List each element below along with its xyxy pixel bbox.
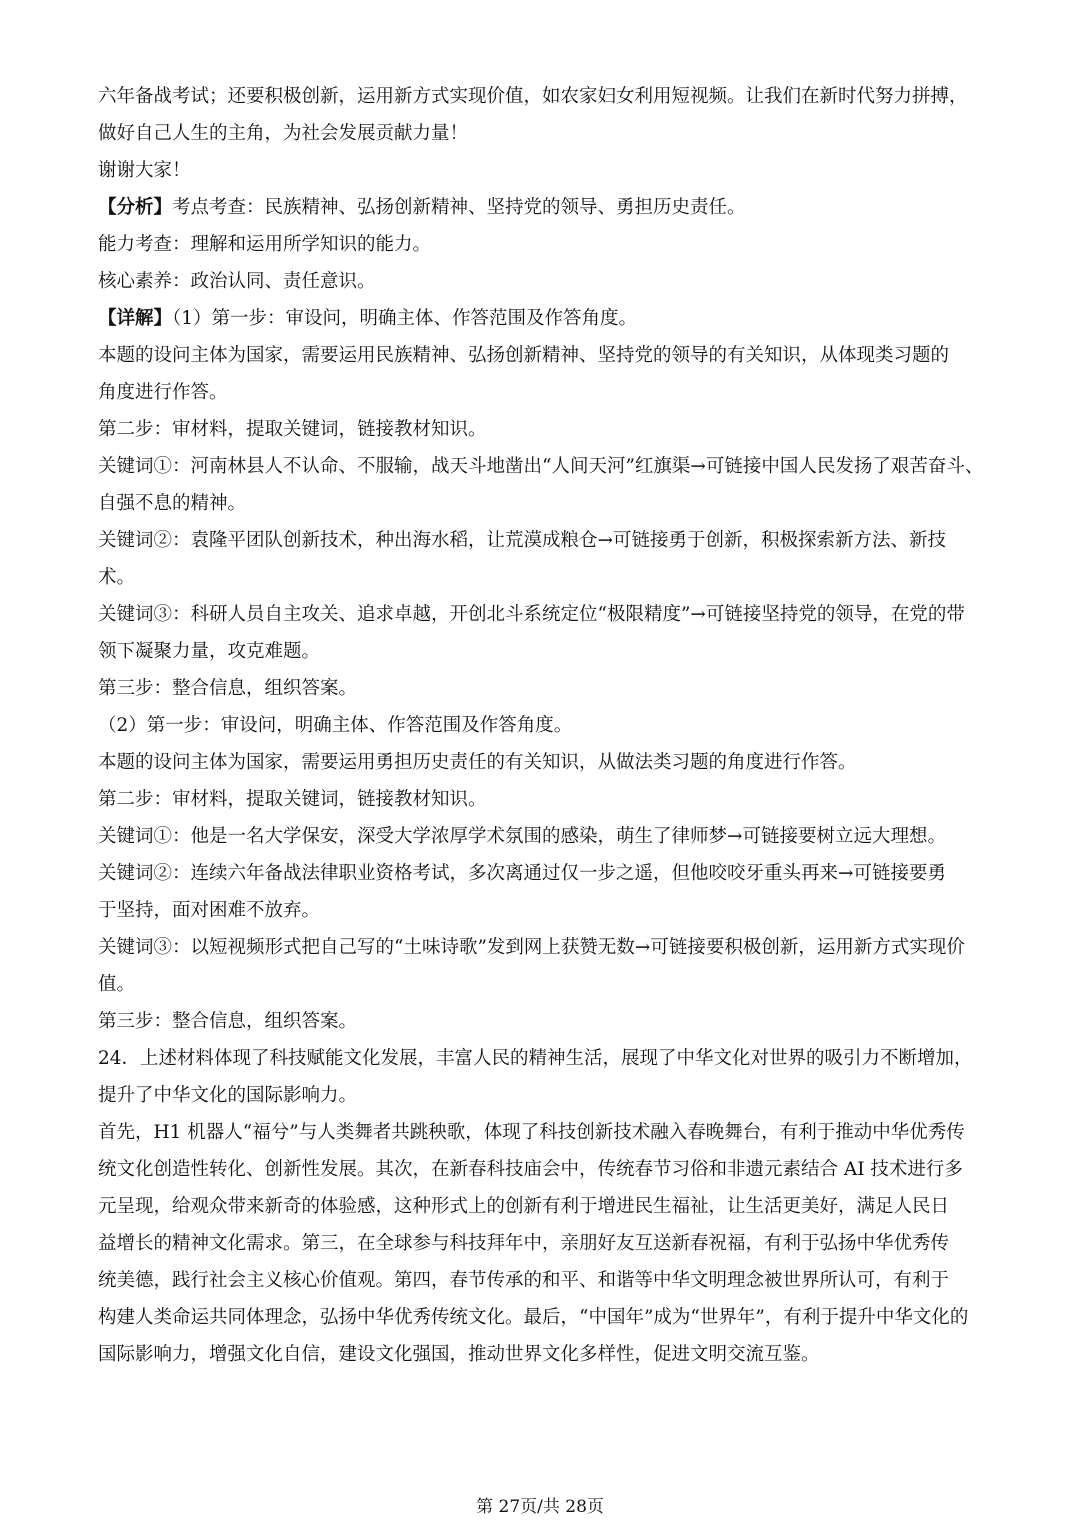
analysis-line: [98, 189, 990, 226]
text-line-18: （2）第一步：审设问，明确主体、作答范围及作答角度。: [98, 715, 573, 736]
question-24-line-2: 提升了中华文化的国际影响力。: [98, 1085, 358, 1106]
answer-line-1: 首先，H1 机器人“福兮”与人类舞者共跳秧歌，体现了科技创新技术融入春晚舞台，有利于推动中华优秀传: [98, 1122, 965, 1143]
text-line-14: 术。: [98, 567, 136, 588]
text-line-16: 领下凝聚力量，攻克难题。: [98, 641, 321, 662]
answer-line-7: 国际影响力，增强文化自信，建设文化强国，推动世界文化多样性，促进文明交流互鉴。: [98, 1344, 820, 1365]
text-line-9: 角度进行作答。: [98, 382, 228, 403]
answer-line-6: 构建人类命运共同体理念，弘扬中华优秀传统文化。最后，“中国年”成为“世界年”，有利于提升中华文化的: [98, 1307, 969, 1328]
text-line-26: 第三步：整合信息，组织答案。: [98, 1011, 358, 1032]
question-24-line-1: 24．上述材料体现了科技赋能文化发展，丰富人民的精神生活，展现了中华文化对世界的吸引力不断增加，: [98, 1048, 973, 1069]
text-line-24: 关键词③：以短视频形式把自己写的“土味诗歌”发到网上获赞无数→可链接要积极创新，运用新方式实现价: [98, 937, 965, 958]
text-line-20: 第二步：审材料，提取关键词，链接教材知识。: [98, 789, 487, 810]
text-line-23: 于坚持，面对困难不放弃。: [98, 900, 321, 921]
text-line-12: 自强不息的精神。: [98, 493, 247, 514]
detail-label: 【详解】: [98, 308, 173, 329]
text-line-8: 本题的设问主体为国家，需要运用民族精神、弘扬创新精神、坚持党的领导的有关知识，从体现类习题的: [98, 345, 950, 366]
text-line-13: 关键词②：袁隆平团队创新技术，种出海水稻，让荒漠成粮仓→可链接勇于创新，积极探索新方法、新技: [98, 530, 947, 551]
text-line-1: 六年备战考试；还要积极创新，运用新方式实现价值，如农家妇女利用短视频。让我们在新时代努力拼搏，: [98, 86, 968, 107]
document-body: [98, 78, 990, 1373]
answer-line-5: 统美德，践行社会主义核心价值观。第四，春节传承的和平、和谐等中华文明理念被世界所认可，有利于: [98, 1270, 950, 1291]
text-line-3: 谢谢大家！: [98, 160, 191, 181]
text-line-19: 本题的设问主体为国家，需要运用勇担历史责任的有关知识，从做法类习题的角度进行作答。: [98, 752, 857, 773]
answer-line-4: 益增长的精神文化需求。第三，在全球参与科技拜年中，亲朋好友互送新春祝福，有利于弘扬中华优秀传: [98, 1233, 950, 1254]
text-line-10: 第二步：审材料，提取关键词，链接教材知识。: [98, 419, 487, 440]
text-line-21: 关键词①：他是一名大学保安，深受大学浓厚学术氛围的感染，萌生了律师梦→可链接要树立远大理想。: [98, 826, 947, 847]
text-line-15: 关键词③：科研人员自主攻关、追求卓越，开创北斗系统定位“极限精度”→可链接坚持党的领导，在党的带: [98, 604, 965, 625]
answer-line-2: 统文化创造性转化、创新性发展。其次，在新春科技庙会中，传统春节习俗和非遗元素结合 AI 技术进行多: [98, 1159, 963, 1180]
page-number: 第 27页/共 28页: [476, 1497, 604, 1517]
detail-text: （1）第一步：审设问，明确主体、作答范围及作答角度。: [172, 308, 638, 329]
text-line-6: 核心素养：政治认同、责任意识。: [98, 271, 376, 292]
text-line-11: 关键词①：河南林县人不认命、不服输，战天斗地凿出“人间天河”红旗渠→可链接中国人民发扬了艰苦奋斗、: [98, 456, 984, 477]
text-line-17: 第三步：整合信息，组织答案。: [98, 678, 358, 699]
analysis-text: 考点考查：民族精神、弘扬创新精神、坚持党的领导、勇担历史责任。: [172, 197, 746, 218]
text-line-5: 能力考查：理解和运用所学知识的能力。: [98, 234, 432, 255]
text-line-2: 做好自己人生的主角，为社会发展贡献力量！: [98, 123, 469, 144]
text-line-22: 关键词②：连续六年备战法律职业资格考试，多次离通过仅一步之遥，但他咬咬牙重头再来→可链接要勇: [98, 863, 947, 884]
answer-line-3: 元呈现，给观众带来新奇的体验感，这种形式上的创新有利于增进民生福祉，让生活更美好，满足人民日: [98, 1196, 950, 1217]
detail-line: [98, 300, 990, 337]
text-line-25: 值。: [98, 974, 136, 995]
analysis-label: 【分析】: [98, 197, 173, 218]
